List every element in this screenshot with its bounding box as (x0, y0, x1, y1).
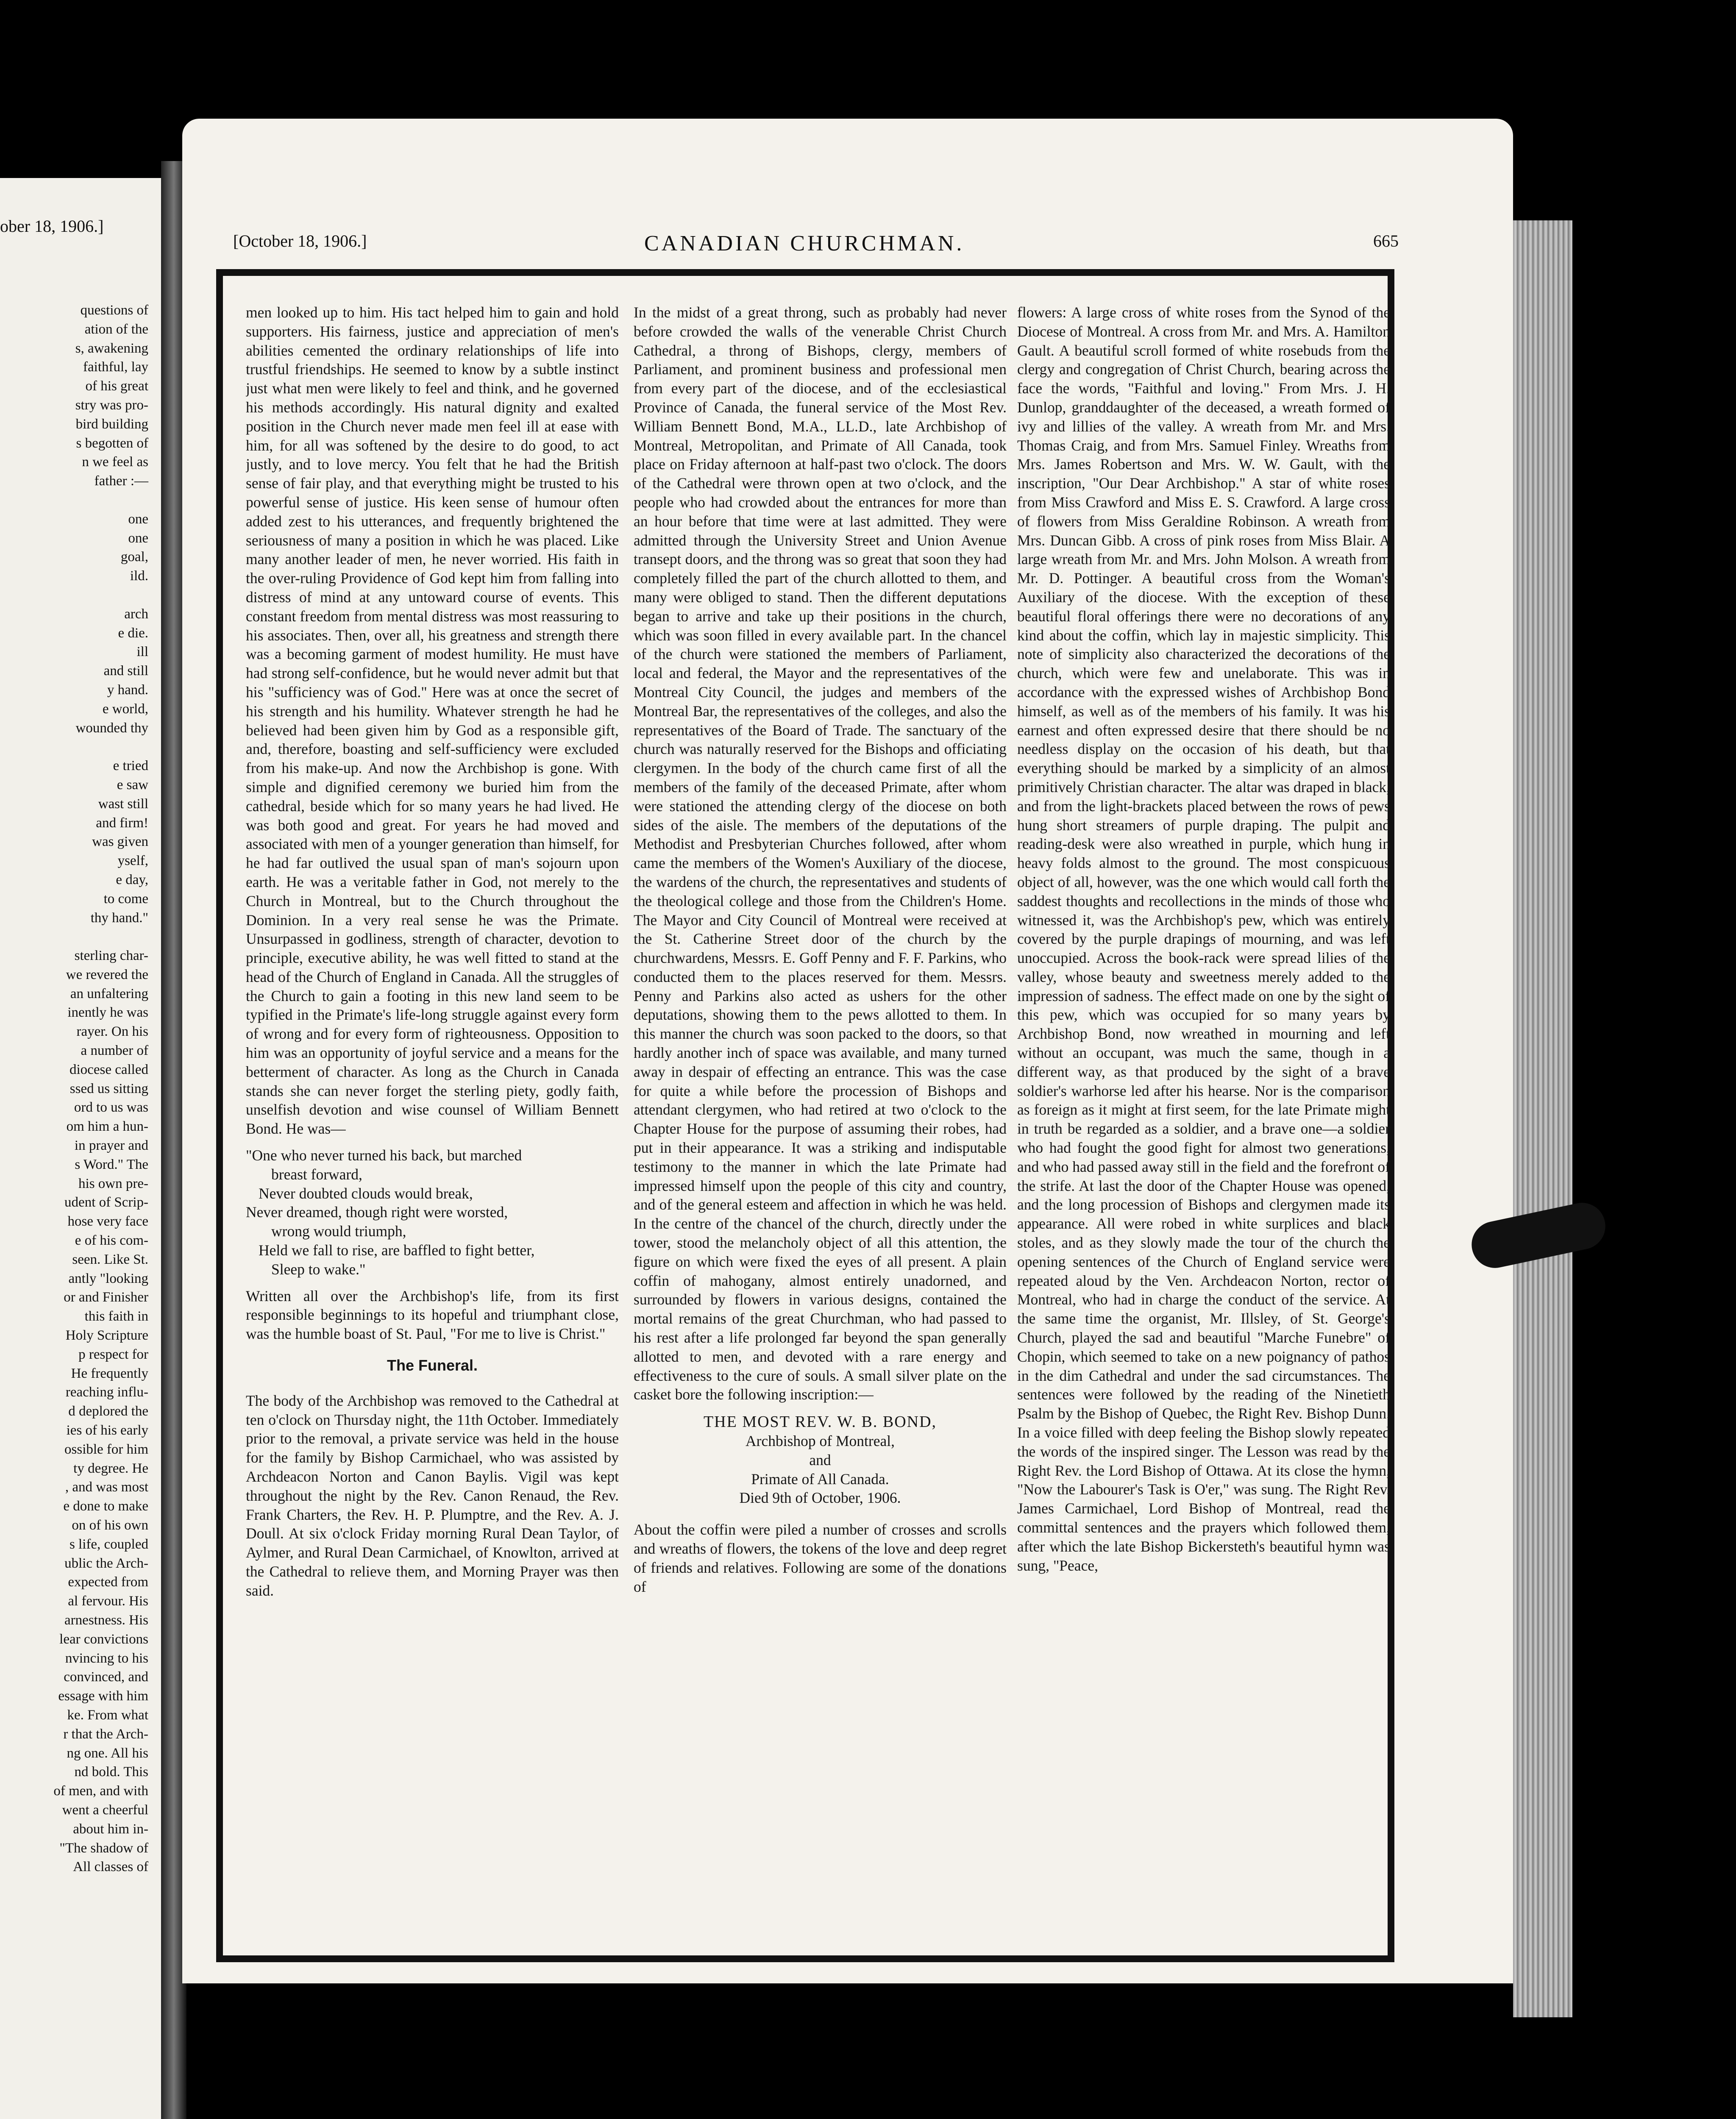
previous-page-line: e tried (113, 758, 148, 774)
previous-page-line: wounded thy (75, 720, 148, 736)
previous-page-line: p respect for (78, 1346, 148, 1362)
previous-page-line: Holy Scripture (65, 1328, 148, 1343)
previous-page-line: ild. (130, 568, 148, 584)
previous-page-line: e of his com- (75, 1233, 148, 1249)
previous-page-line: essage with him (58, 1688, 148, 1704)
previous-page-line: s, awakening (75, 340, 148, 356)
inscription-line: Primate of All Canada. (751, 1470, 889, 1488)
previous-page-line: nd bold. This (74, 1764, 148, 1780)
poem-line: breast forward, (271, 1165, 362, 1183)
previous-page-fragment (0, 178, 161, 2119)
previous-page-line: ord to us was (74, 1100, 148, 1115)
coffin-inscription (634, 1413, 1007, 1507)
previous-page-line: arch (124, 606, 148, 622)
article-column-2 (634, 303, 1007, 1947)
previous-page-line: one (128, 511, 148, 527)
previous-page-line (0, 927, 148, 946)
previous-page-line: e done to make (63, 1499, 148, 1514)
previous-page-line: father :— (94, 473, 148, 489)
previous-page-line: ssed us sitting (70, 1081, 148, 1096)
previous-page-line: om him a hun- (66, 1119, 148, 1135)
previous-page-line: y hand. (107, 682, 148, 698)
article-column-3 (1017, 303, 1390, 1947)
previous-page-line: went a cheerful (62, 1802, 148, 1818)
previous-page-line (0, 586, 148, 605)
poem-line: Held we fall to rise, are baffled to fight better, (259, 1242, 535, 1259)
previous-page-line: and firm! (96, 815, 148, 831)
previous-page-line: e day, (116, 872, 148, 887)
previous-page-line: He frequently (71, 1365, 148, 1381)
previous-page-line: All classes of (73, 1859, 148, 1875)
previous-page-line: seen. Like St. (72, 1251, 148, 1267)
poem-line: "One who never turned his back, but marched (246, 1147, 522, 1164)
previous-page-line: ublic the Arch- (64, 1555, 148, 1571)
previous-page-line: hose very face (67, 1214, 148, 1229)
poem-line: Never doubted clouds would break, (259, 1185, 473, 1202)
previous-page-line: lear convictions (59, 1631, 148, 1647)
previous-page-line: inently he was (67, 1005, 148, 1021)
page-edges (1513, 220, 1572, 2017)
running-head-date: [October 18, 1906.] (233, 231, 367, 250)
previous-page-line: one (128, 530, 148, 546)
previous-page-line: and still (103, 663, 148, 679)
section-heading: The Funeral. (387, 1357, 478, 1374)
article-paragraph: men looked up to him. His tact helped him to gain and hold supporters. His fairness, justice and appreciation of men's abilities cemented the ordinary relationships of life into trustful friendships. He seemed to know by a subtle instinct just what men were likely to feel and think, and he governed his methods accordingly. His natural dignity and exalted position in the Church never made men feel ill at ease with him, for all was softened by the desire to do good, to act justly, and to love mercy. You felt that he had the British sense of fair play, and that everything might be trusted to his powerful sense of justice. His keen sense of humour often added zest to his utterances, and frequently brightened the seriousness of many a position in which he was placed. Like many another leader of men, he never worried. His faith in the over-ruling Providence of God kept him from falling into distress of mind at any untoward course of events. This constant freedom from mental distress was most reassuring to his associates. Then, over all, his greatness and strength there was a becoming garment of modest humility. He must have had strong self-confidence, but he would never admit but that his "sufficiency was of God." Here was at once the secret of his strength and his humility. Whatever strength he had he believed had been given him by God as a responsible gift, and, therefore, boasting and self-sufficiency were excluded from his make-up. And now the Archbishop is gone. With simple and dignified ceremony we buried him from the cathedral, beside which for so many years he had lived. He was both good and great. For years he had moved and associated with men of a younger generation than himself, for he had far outlived the usual span of man's sojourn upon earth. He was a veritable father in God, not merely to the Church in Montreal, but to the Church throughout the Dominion. In a very real sense he was the Primate. Unsurpassed in godliness, strength of character, devotion to principle, executive ability, he was well fitted to stand at the head of the Church of England in Canada. All the struggles of the Church to gain a footing in this new land seem to be typified in the Primate's life-long struggle against every form of wrong and for every form of righteousness. Opposition to him was an opportunity of joyful service and a means for the betterment of character. As long as the Church in Canada stands she can never forget the sterling piety, godly faith, unselfish devotion and wise counsel of William Bennett Bond. He was— (246, 304, 619, 1137)
page-number: 665 (1373, 231, 1399, 250)
previous-page-line: sterling char- (74, 948, 148, 964)
previous-page-line: nvincing to his (65, 1650, 148, 1666)
previous-page-line: of his great (85, 378, 148, 394)
article-paragraph: Written all over the Archbishop's life, from its first responsible beginnings to its hopeful and triumphant close, was the humble boast of St. Paul, "For me to live is Christ." (246, 1287, 619, 1343)
previous-page-line: ill (136, 644, 148, 660)
previous-page-line: about him in- (73, 1821, 148, 1837)
previous-page-line: stry was pro- (75, 397, 148, 413)
previous-page-line (0, 491, 148, 510)
previous-page-line: reaching influ- (65, 1385, 148, 1400)
poem-quote (246, 1146, 619, 1279)
previous-page-line: was given (92, 834, 148, 850)
inscription-line: Died 9th of October, 1906. (739, 1489, 901, 1507)
article-paragraph: In the midst of a great throng, such as probably had never before crowded the walls of the venerable Christ Church Cathedral, a throng of Bishops, clergy, members of Parliament, and prominent business and professional men from every part of the diocese, and of the ecclesiastical Province of Canada, the funeral service of the Most Rev. William Bennett Bond, M.A., LL.D., late Archbishop of Montreal, Metropolitan, and Primate of All Canada, took place on Friday afternoon at half-past two o'clock. The doors of the Cathedral were thrown open at two o'clock, and the people who had crowded about the entrances for more than an hour before that time were at last admitted. They were admitted through the University Street and Union Avenue transept doors, and the throng was so great that soon they had completely filled the part of the church allotted to them, and many were obliged to stand. Then the different deputations began to arrive and take up their positions in the church, which was soon filled in every available part. In the chancel of the church were stationed the members of Parliament, local and federal, the Mayor and the representatives of the Montreal City Council, the judges and members of the Montreal Bar, the representatives of the colleges, and also the representatives of the Board of Trade. The sanctuary of the church was naturally reserved for the Bishops and officiating clergymen. In the body of the church came first of all the members of the family of the deceased Primate, after whom were stationed the attending clergy of the diocese on both sides of the aisle. The members of the deputations of the Methodist and Presbyterian Churches followed, after whom came the members of the Women's Auxiliary of the diocese, the wardens of the church, the representatives and students of the theological college and those from the Children's Home. The Mayor and City Council of Montreal were received at the St. Catherine Street door of the church by the churchwardens, Messrs. E. Goff Penny and F. F. Parkins, who conducted them to the places reserved for them. Messrs. Penny and Parkins also acted as ushers for the other deputations, showing them to the pews allotted to them. In this manner the church was soon packed to the doors, so that hardly another inch of space was available, and many turned away in despair of effecting an entrance. This was the case for quite a while before the procession of Bishops and attendant clergymen, who had retired at two o'clock to the Chapter House for the purpose of assuming their robes, had put in their appearance. It was a striking and indisputable testimony to the manner in which the late Primate had impressed himself upon the people of this city and country, and of the general esteem and affection in which he was held. In the centre of the chancel of the church, directly under the tower, stood the melancholy object of all this attention, the figure on which were fixed the eyes of all present. A plain coffin of mahogany, almost entirely unadorned, and surrounded by flowers in various designs, contained the mortal remains of the great Churchman, who had passed to his rest after a life prolonged far beyond the span generally allotted to men, and devoted with a rare energy and effectiveness to the cure of souls. A small silver plate on the casket bore the following inscription:— (634, 304, 1007, 1403)
previous-page-line: thy hand." (90, 910, 148, 926)
previous-page-line (0, 737, 148, 756)
previous-page-line: ossible for him (64, 1441, 148, 1457)
previous-page-line: a number of (81, 1043, 148, 1059)
previous-page-line: questions of (80, 303, 148, 318)
previous-page-line: faithful, lay (83, 359, 148, 375)
previous-page-line: expected from (68, 1574, 148, 1590)
previous-page-line: on of his own (72, 1518, 148, 1533)
previous-page-text (0, 301, 148, 1877)
previous-page-line: s life, coupled (69, 1536, 148, 1552)
previous-page-line: ke. From what (67, 1707, 148, 1723)
previous-page-line: convinced, and (64, 1669, 148, 1685)
previous-page-line: e world, (102, 701, 148, 717)
previous-page-line: in prayer and (74, 1138, 148, 1154)
previous-page-line: we revered the (66, 967, 148, 982)
previous-page-line: this faith in (84, 1309, 148, 1324)
previous-page-line: or and Finisher (64, 1290, 148, 1305)
previous-page-line: ty degree. He (73, 1460, 148, 1476)
previous-page-line: goal, (120, 549, 148, 565)
poem-line: Sleep to wake." (271, 1260, 366, 1278)
article-paragraph: flowers: A large cross of white roses from the Synod of the Diocese of Montreal. A cross from Mr. and Mrs. A. Hamilton Gault. A beautiful scroll formed of white rosebuds from the clergy and congregation of Christ Church, bearing across the face the words, "Faithful and loving." From Mrs. J. H. Dunlop, granddaughter of the deceased, a wreath formed of ivy and lillies of the valley. A wreath from Mr. and Mrs. Thomas Craig, and from Mrs. Samuel Finley. Wreaths from Mrs. James Robertson and Mrs. W. W. Gault, with the inscription, "Our Dear Archbishop." A star of white roses from Miss Crawford and Miss E. S. Crawford. A large cross of flowers from Miss Geraldine Robinson. A wreath from Mrs. Duncan Gibb. A cross of pink roses from Miss Blair. A large wreath from Mr. and Mrs. John Molson. A wreath from Mr. D. Pottinger. A beautiful cross from the Woman's Auxiliary of the diocese. With the exception of these beautiful floral offerings there were no decorations of any kind about the coffin, which lay in majestic simplicity. This note of simplicity also characterized the decorations of the church, which were few and unelaborate. This was in accordance with the expressed wishes of Archbishop Bond himself, as well as of the members of his family. It was his earnest and often expressed desire that there should be no needless display on the occasion of his death, but that everything should be marked by a simplicity of an almost primitively Christian character. The altar was draped in black, and from the light-brackets placed between the rows of pews hung short streamers of purple draping. The pulpit and reading-desk were also wreathed in purple, which hung in heavy folds almost to the ground. The most conspicuous object of all, however, was the one which would call forth the saddest thoughts and recollections in the minds of those who witnessed it, was the Archbishop's pew, which was entirely covered by the purple drapings of mourning, and was left unoccupied. Across the book-rack were spread lilies of the valley, whose beauty and sweetness merely added to the impression of sadness. The effect made on one by the sight of this pew, which was occupied for so many years by Archbishop Bond, now wreathed in mourning and left without an occupant, was much the same, though in a different way, as that produced by the sight of a brave soldier's warhorse led after his hearse. Nor is the comparison as foreign as it might at first seem, for the late Primate might in truth be regarded as a soldier, and a brave one—a soldier who had fought the good fight for almost two generations, and who had passed away still in the field and the forefront of the strife. At last the door of the Chapter House was opened, and the long procession of Bishops and clergymen made its appearance. All were robed in white surplices and black stoles, and as they slowly made the tour of the church the opening sentences of the Church of England service were repeated aloud by the Ven. Archdeacon Norton, rector of Montreal, who had in charge the conduct of the service. At the same time the organist, Mr. Illsley, of St. George's Church, played the sad and beautiful "Marche Funebre" of Chopin, which seemed to take on a new poignancy of pathos in the dim Cathedral and under the sad circumstances. The sentences were followed by the reading of the Ninetieth Psalm by the Bishop of Quebec, the Right Rev. Bishop Dunn. In a voice filled with deep feeling the Bishop slowly repeated the words of the inspired singer. The Lesson was read by the Right Rev. the Lord Bishop of Ottawa. At its close the hymn, "Now the Labourer's Task is O'er," was sung. The Right Rev. James Carmichael, Lord Bishop of Montreal, read the committal sentences and the prayers which followed them, after which the late Bishop Bickersteth's beautiful hymn was sung, "Peace, (1017, 304, 1390, 1574)
poem-line: wrong would triumph, (271, 1223, 406, 1240)
poem-line: Never dreamed, though right were worsted, (246, 1204, 508, 1221)
previous-page-line: an unfaltering (70, 986, 148, 1001)
previous-page-line: ies of his early (66, 1423, 148, 1438)
article-paragraph: About the coffin were piled a number of crosses and scrolls and wreaths of flowers, the tokens of the love and deep regret of friends and relatives. Following are some of the donations of (634, 1521, 1007, 1595)
inscription-line: and (809, 1451, 831, 1468)
inscription-line: Archbishop of Montreal, (746, 1432, 895, 1450)
previous-page-line: al fervour. His (68, 1593, 148, 1609)
previous-page-line: udent of Scrip- (64, 1195, 148, 1210)
previous-page-line: rayer. On his (76, 1024, 148, 1040)
previous-page-header: ober 18, 1906.] (0, 217, 104, 236)
previous-page-line: to come (103, 891, 148, 907)
publication-title: CANADIAN CHURCHMAN. (644, 231, 965, 256)
previous-page-line: yself, (117, 853, 148, 869)
previous-page-line: s Word." The (75, 1157, 148, 1172)
article-paragraph: The body of the Archbishop was removed to the Cathedral at ten o'clock on Thursday night, the 11th October. Immediately prior to the removal, a private service was held in the house for the family by Bishop Carmichael, who was assisted by Archdeacon Norton and Canon Baylis. Vigil was kept throughout the night by the Rev. Canon Renaud, the Rev. Frank Charters, the Rev. H. P. Plumptre, and the Rev. A. J. Doull. At six o'clock Friday morning Rural Dean Taylor, of Aylmer, and Rural Dean Carmichael, of Knowlton, arrived at the Cathedral to relieve them, and Morning Prayer was then said. (246, 1392, 619, 1599)
previous-page-line: antly "looking (68, 1271, 148, 1286)
inscription-line: THE MOST REV. W. B. BOND, (703, 1413, 937, 1431)
previous-page-line: e die. (118, 625, 148, 641)
previous-page-line: "The shadow of (59, 1840, 148, 1856)
previous-page-line: n we feel as (82, 454, 148, 470)
previous-page-line: r that the Arch- (63, 1726, 148, 1742)
previous-page-line: d deplored the (68, 1404, 148, 1419)
previous-page-line: diocese called (70, 1062, 148, 1077)
previous-page-line: wast still (98, 796, 148, 812)
previous-page-line: ng one. All his (67, 1745, 148, 1761)
previous-page-line: ation of the (84, 321, 148, 337)
previous-page-line: of men, and with (53, 1783, 148, 1799)
previous-page-line: e saw (117, 777, 148, 793)
previous-page-line: , and was most (65, 1479, 148, 1495)
previous-page-line: his own pre- (78, 1176, 148, 1191)
previous-page-line: arnestness. His (64, 1612, 148, 1628)
article-column-1 (246, 303, 619, 1947)
previous-page-line: bird building (75, 416, 148, 432)
previous-page-line: s begotten of (76, 435, 148, 451)
